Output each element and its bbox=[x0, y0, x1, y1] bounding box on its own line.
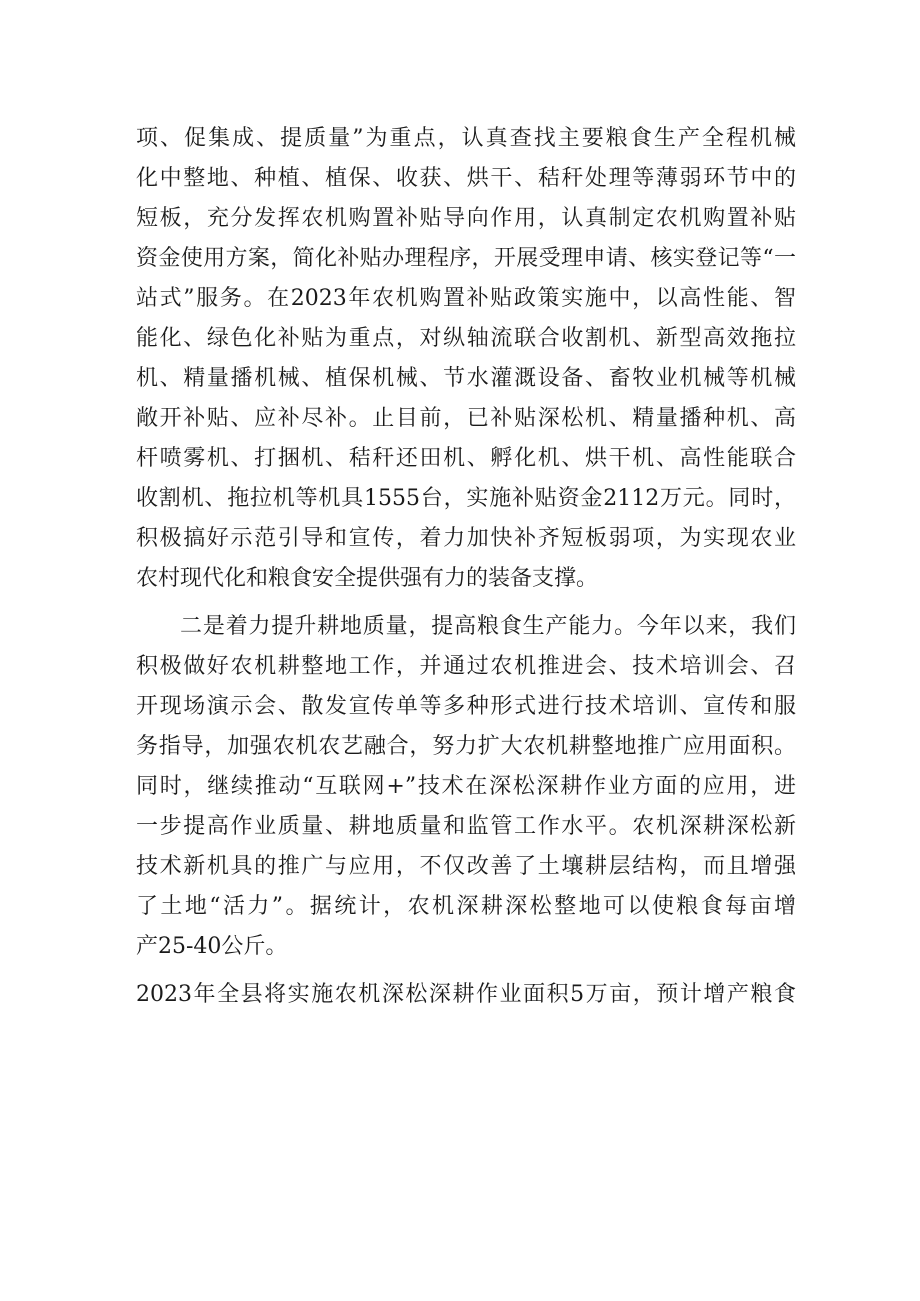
text-line: 同时，继续推动“互联网+”技术在深松深耕作业方面的应用，进 bbox=[136, 774, 796, 799]
paragraph-farmland-quality bbox=[136, 607, 796, 967]
text-line: 资金使用方案，简化补贴办理程序，开展受理申请、核实登记等“一 bbox=[136, 246, 796, 271]
text-line: 杆喷雾机、打捆机、秸秆还田机、孵化机、烘干机、高性能联合 bbox=[136, 446, 796, 471]
text-line: 积极做好农机耕整地工作，并通过农机推进会、技术培训会、召 bbox=[136, 654, 796, 679]
paragraph-gap bbox=[136, 967, 796, 975]
text-line: 二是着力提升耕地质量，提高粮食生产能力。今年以来，我们 bbox=[180, 614, 796, 639]
text-line: 能化、绿色化补贴为重点，对纵轴流联合收割机、新型高效拖拉 bbox=[136, 326, 796, 351]
text-line: 敞开补贴、应补尽补。止目前，已补贴深松机、精量播种机、高 bbox=[136, 406, 796, 431]
text-line: 积极搞好示范引导和宣传，着力加快补齐短板弱项，为实现农业 bbox=[136, 526, 796, 551]
paragraph-machinery-subsidy bbox=[136, 119, 796, 599]
text-line: 短板，充分发挥农机购置补贴导向作用，认真制定农机购置补贴 bbox=[136, 206, 796, 231]
text-line: 化中整地、种植、植保、收获、烘干、秸秆处理等薄弱环节中的 bbox=[136, 166, 796, 191]
text-line: 了土地“活力”。据统计，农机深耕深松整地可以使粮食每亩增 bbox=[136, 894, 796, 919]
text-line: 一步提高作业质量、耕地质量和监管工作水平。农机深耕深松新 bbox=[136, 814, 796, 839]
text-line: 农村现代化和粮食安全提供强有力的装备支撑。 bbox=[136, 566, 599, 591]
document-body bbox=[136, 119, 796, 1015]
text-line: 产25-40公斤。 bbox=[136, 934, 288, 959]
text-line: 技术新机具的推广与应用，不仅改善了土壤耕层结构，而且增强 bbox=[136, 854, 796, 879]
text-line: 务指导，加强农机农艺融合，努力扩大农机耕整地推广应用面积。 bbox=[136, 734, 796, 759]
text-line: 2023年全县将实施农机深松深耕作业面积5万亩，预计增产粮食 bbox=[136, 982, 796, 1007]
text-line: 收割机、拖拉机等机具1555台，实施补贴资金2112万元。同时， bbox=[136, 486, 796, 511]
text-line: 站式”服务。在2023年农机购置补贴政策实施中，以高性能、智 bbox=[136, 286, 796, 311]
paragraph-deep-tillage-plan bbox=[136, 975, 796, 1015]
text-line: 项、促集成、提质量”为重点，认真查找主要粮食生产全程机械 bbox=[136, 126, 796, 151]
text-line: 开现场演示会、散发宣传单等多种形式进行技术培训、宣传和服 bbox=[136, 694, 796, 719]
paragraph-gap bbox=[136, 599, 796, 607]
text-line: 机、精量播机械、植保机械、节水灌溉设备、畜牧业机械等机械 bbox=[136, 366, 796, 391]
